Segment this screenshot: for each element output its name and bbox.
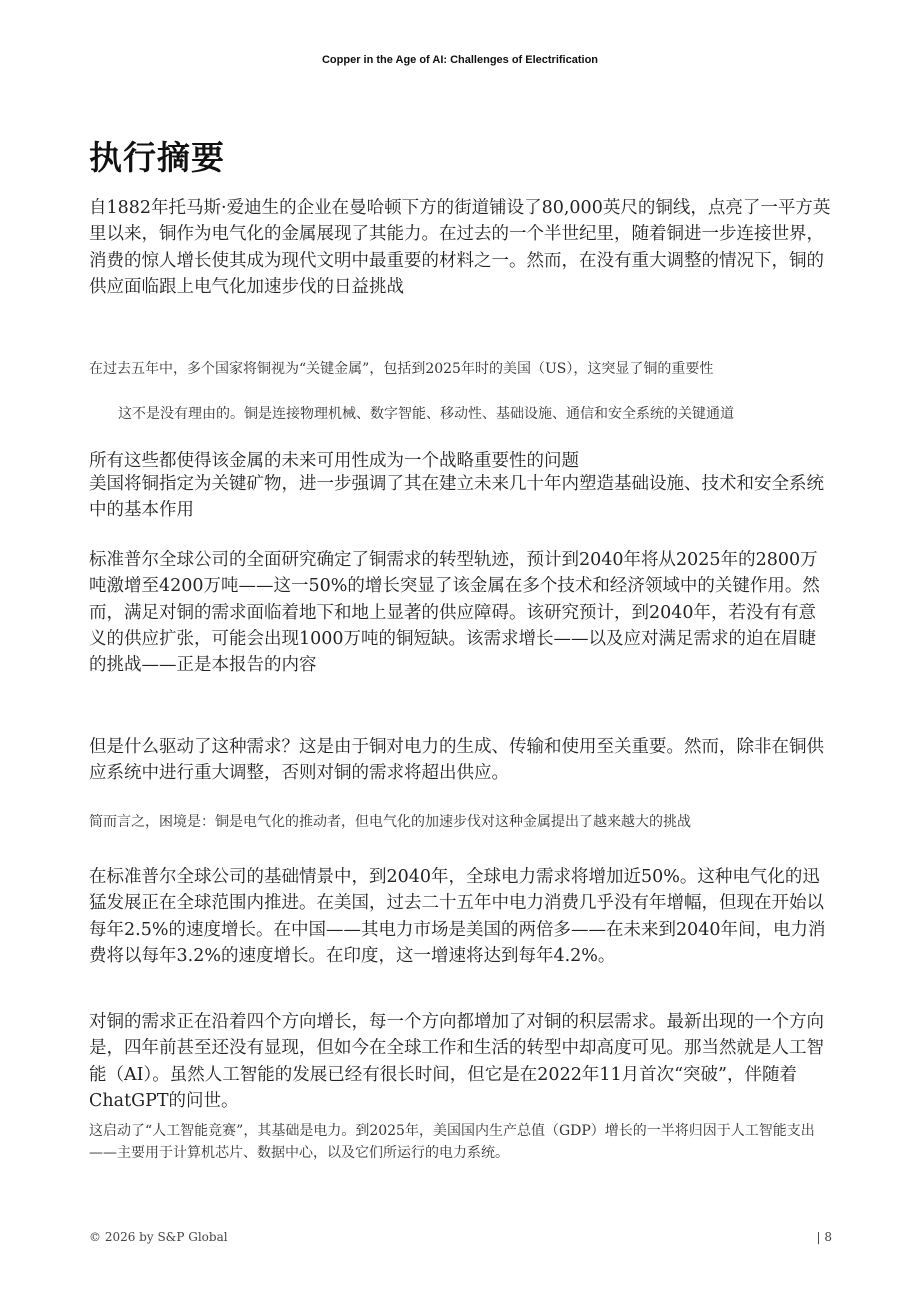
section-title: 执行摘要 (89, 138, 225, 177)
paragraph-intro: 自1882年托马斯·爱迪生的企业在曼哈顿下方的街道铺设了80,000英尺的铜线，点亮了一平方英里以来，铜作为电气化的金属展现了其能力。在过去的一个半世纪里，随着铜进一步连接世界，消费的惊人增长使其成为现代文明中最重要的材料之一。然而，在没有重大调整的情况下，铜的供应面临跟上电气化加速步伐的日益挑战 (89, 198, 831, 297)
footer-copyright: © 2026 by S&P Global (89, 1230, 228, 1244)
paragraph-not-without-reason: 这不是没有理由的。铜是连接物理机械、数字智能、移动性、基础设施、通信和安全系统的关键通道 (118, 406, 734, 422)
paragraph-demand-trajectory: 标准普尔全球公司的全面研究确定了铜需求的转型轨迹，预计到2040年将从2025年的2800万吨激增至4200万吨——这一50%的增长突显了该金属在多个技术和经济领域中的关键作用。然而，满足对铜的需求面临着地下和地上显著的供应障碍。该研究预计，到2040年，若没有有意义的供应扩张，可能会出现1000万吨的铜短缺。该需求增长——以及应对满足需求的迫在眉睫的挑战——正是本报告的内容 (89, 550, 820, 676)
paragraph-demand-driver: 但是什么驱动了这种需求？这是由于铜对电力的生成、传输和使用至关重要。然而，除非在铜供应系统中进行重大调整，否则对铜的需求将超出供应。 (89, 737, 824, 784)
paragraph-four-directions: 对铜的需求正在沿着四个方向增长，每一个方向都增加了对铜的积层需求。最新出现的一个方向是，四年前甚至还没有显现，但如今在全球工作和生活的转型中却高度可见。那当然就是人工智能（AI）。虽然人工智能的发展已经有很长时间，但它是在2022年11月首次“突破”，伴随着ChatGPT的问世。 (89, 1012, 824, 1111)
running-header: Copper in the Age of AI: Challenges of Electrification (321, 54, 599, 66)
paragraph-electricity-demand: 在标准普尔全球公司的基础情景中，到2040年，全球电力需求将增加近50%。这种电气化的迅猛发展正在全球范围内推进。在美国，过去二十五年中电力消费几乎没有年增幅，但现在开始以每年2.5%的速度增长。在中国——其电力市场是美国的两倍多——在未来到2040年间，电力消费将以每年3.2%的速度增长。在印度，这一增速将达到每年4.2%。 (89, 867, 826, 966)
paragraph-ai-race: 这启动了“人工智能竞赛”，其基础是电力。到2025年，美国国内生产总值（GDP）增长的一半将归因于人工智能支出——主要用于计算机芯片、数据中心，以及它们所运行的电力系统。 (89, 1123, 815, 1161)
paragraph-strategic-importance: 所有这些都使得该金属的未来可用性成为一个战略重要性的问题 (89, 451, 579, 471)
paragraph-critical-mineral: 美国将铜指定为关键矿物，进一步强调了其在建立未来几十年内塑造基础设施、技术和安全系统中的基本作用 (89, 474, 824, 521)
paragraph-critical-metal: 在过去五年中，多个国家将铜视为“关键金属”，包括到2025年时的美国（US），这突显了铜的重要性 (89, 361, 714, 377)
paragraph-dilemma: 简而言之，困境是：铜是电气化的推动者，但电气化的加速步伐对这种金属提出了越来越大的挑战 (89, 814, 691, 830)
footer-page-number: | 8 (816, 1230, 832, 1244)
